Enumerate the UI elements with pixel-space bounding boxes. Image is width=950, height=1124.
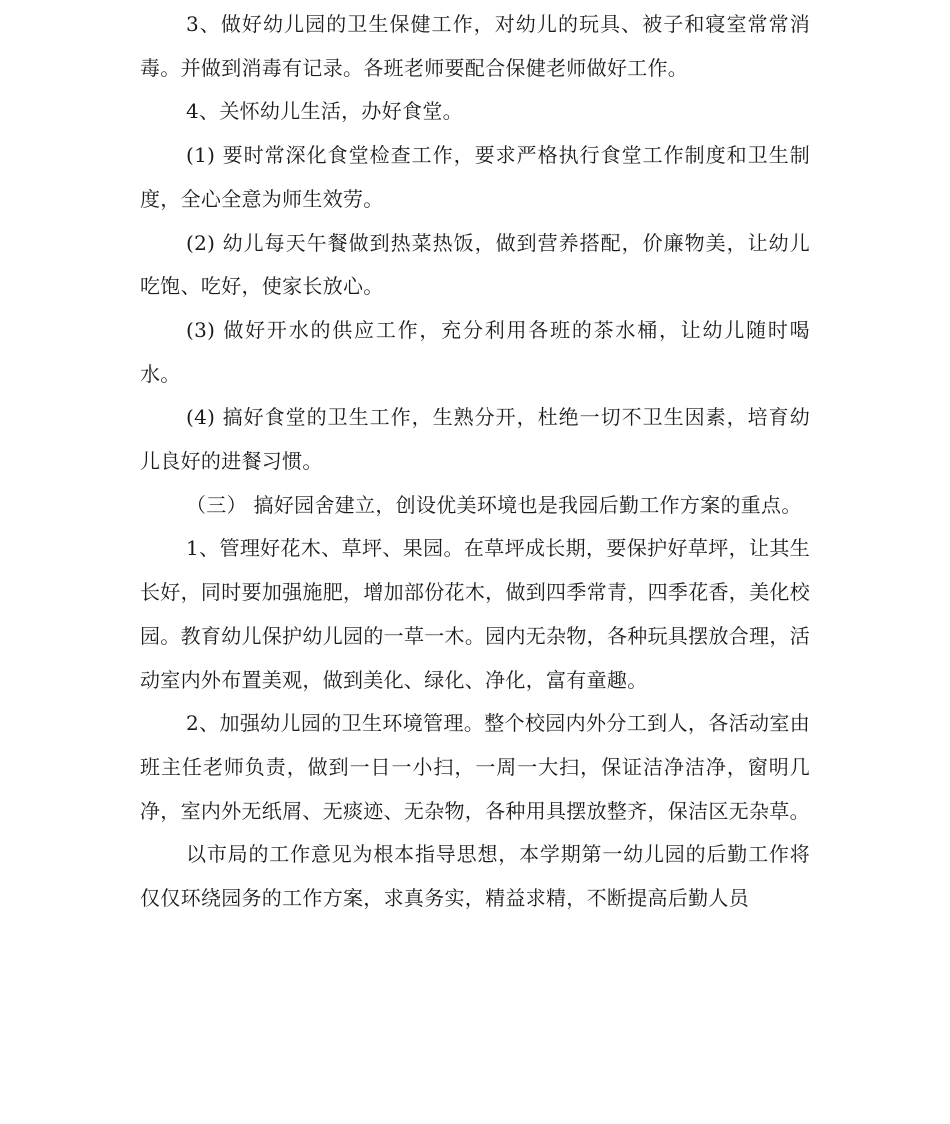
document-page [140,3,810,921]
paragraph-greenery-management: 1、管理好花木、草坪、果园。在草坪成长期，要保护好草坪，让其生长好，同时要加强施肥，增加部份花木，做到四季常青，四季花香，美化校园。教育幼儿保护幼儿园的一草一木。园内无杂物，各种玩具摆放合理，活动室内外布置美观，做到美化、绿化、净化，富有童趣。 [140,536,810,692]
section-heading-campus-construction: （三） 搞好园舍建立，创设优美环境也是我园后勤工作方案的重点。 [186,492,802,517]
paragraph-canteen-inspection: (1) 要时常深化食堂检查工作，要求严格执行食堂工作制度和卫生制度，全心全意为师生效劳。 [140,143,810,211]
paragraph-guiding-ideology: 以市局的工作意见为根本指导思想，本学期第一幼儿园的后勤工作将仅仅环绕园务的工作方案，求真务实，精益求精，不断提高后勤人员 [140,842,810,911]
paragraph-water-supply: (3) 做好开水的供应工作，充分利用各班的茶水桶，让幼儿随时喝水。 [140,317,810,386]
paragraph-canteen-hygiene: (4) 搞好食堂的卫生工作，生熟分开，杜绝一切不卫生因素，培育幼儿良好的进餐习惯。 [140,405,810,474]
paragraph-environment-management: 2、加强幼儿园的卫生环境管理。整个校园内外分工到人，各活动室由班主任老师负责，做到一日一小扫，一周一大扫，保证洁净洁净，窗明几净，室内外无纸屑、无痰迹、无杂物，各种用具摆放整齐，保洁区无杂草。 [140,711,810,823]
paragraph-canteen-heading: 4、关怀幼儿生活，办好食堂。 [186,99,463,124]
paragraph-hygiene-disinfection: 3、做好幼儿园的卫生保健工作，对幼儿的玩具、被子和寝室常常消毒。并做到消毒有记录。各班老师要配合保健老师做好工作。 [140,12,810,80]
paragraph-lunch-nutrition: (2) 幼儿每天午餐做到热菜热饭，做到营养搭配，价廉物美，让幼儿吃饱、吃好，使家长放心。 [140,230,810,299]
